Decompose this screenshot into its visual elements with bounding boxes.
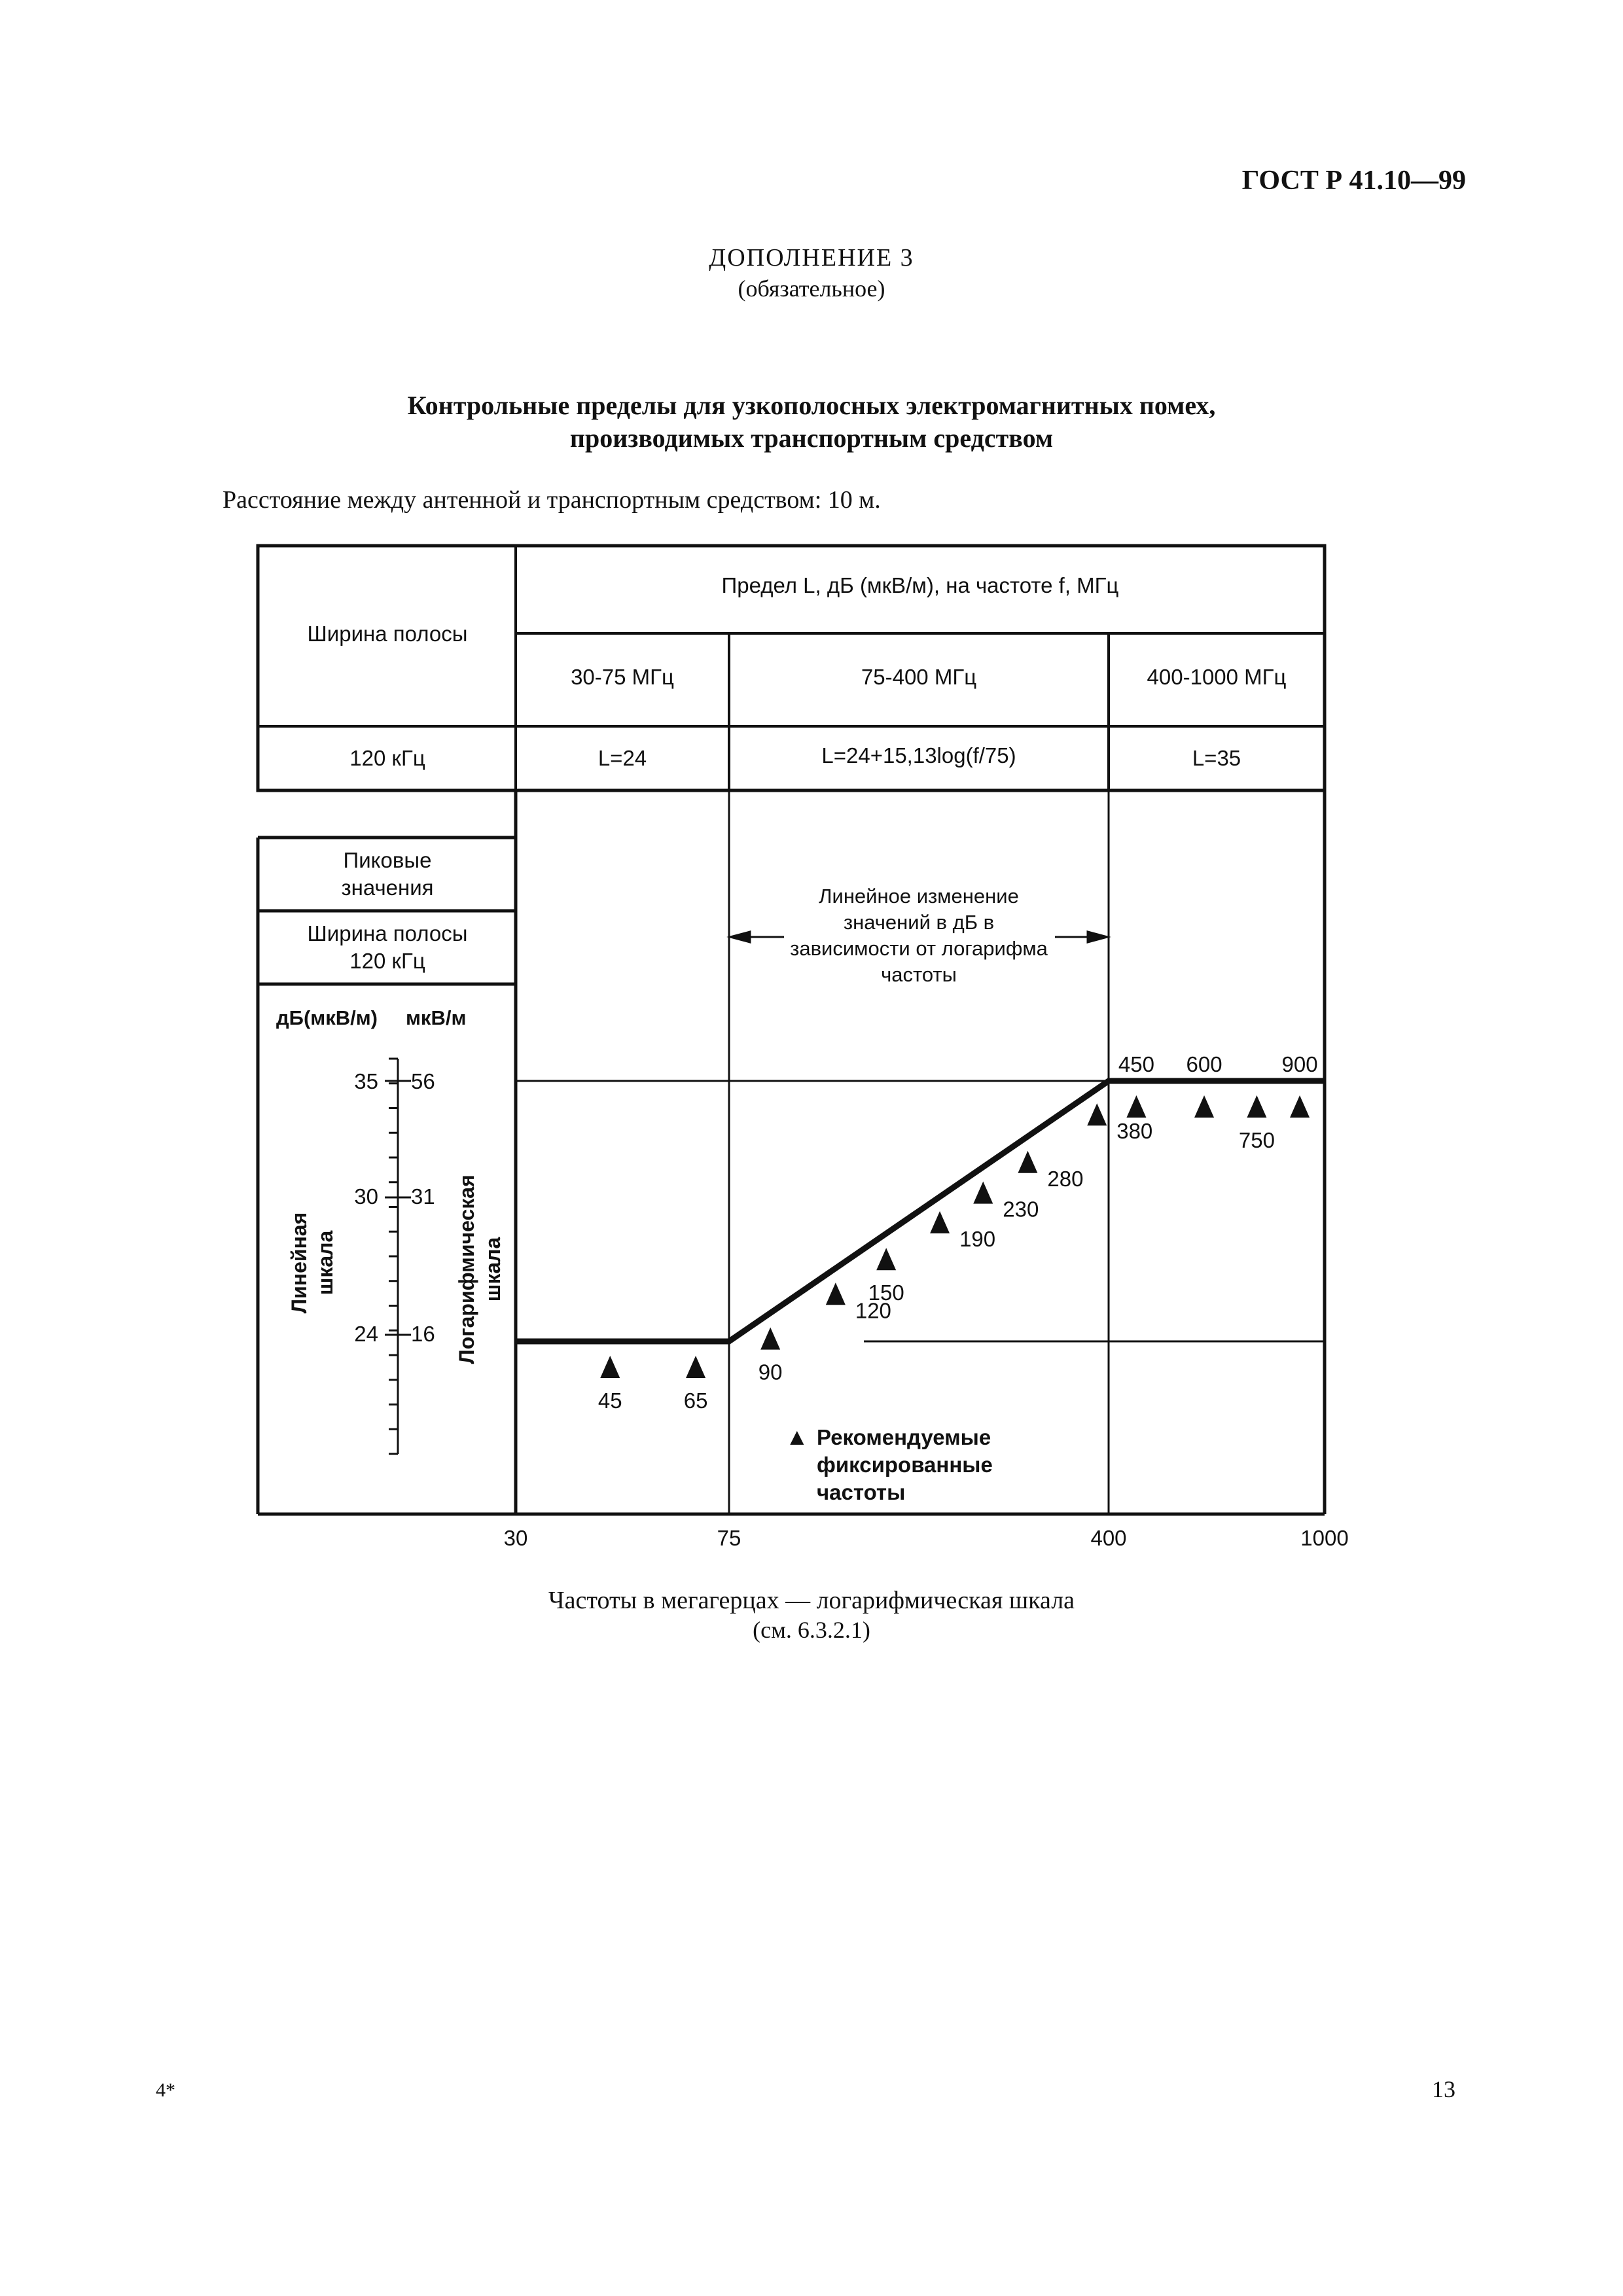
marker-label-190: 190 xyxy=(959,1226,996,1251)
marker-65 xyxy=(686,1356,705,1378)
limit-line xyxy=(516,1081,1325,1341)
x-tick-1000: 1000 xyxy=(1300,1526,1349,1550)
peak-values-line2: значения xyxy=(341,875,434,900)
limit-header: Предел L, дБ (мкВ/м), на частоте f, МГц xyxy=(721,573,1119,597)
marker-45 xyxy=(600,1356,620,1378)
formula-low: L=24 xyxy=(597,746,647,770)
unit-db: дБ(мкВ/м) xyxy=(276,1006,378,1029)
marker-label-450: 450 xyxy=(1118,1052,1154,1076)
formula-high: L=35 xyxy=(1192,746,1241,770)
marker-750 xyxy=(1247,1095,1266,1118)
legend xyxy=(785,1423,993,1504)
caption-line-2: (см. 6.3.2.1) xyxy=(753,1617,870,1643)
x-tick-30: 30 xyxy=(503,1526,528,1550)
appendix-note: (обязательное) xyxy=(738,275,885,302)
x-tick-75: 75 xyxy=(717,1526,741,1550)
heading-line-1: Контрольные пределы для узкополосных электромагнитных помех, xyxy=(407,391,1216,420)
marker-450 xyxy=(1126,1095,1146,1118)
marker-600 xyxy=(1194,1095,1214,1118)
appendix-title: ДОПОЛНЕНИЕ 3 xyxy=(709,244,914,272)
annotation-line1: Линейное изменение xyxy=(819,885,1019,908)
marker-label-230: 230 xyxy=(1003,1197,1039,1222)
page-number: 13 xyxy=(1432,2076,1455,2102)
range-75-400: 75-400 МГц xyxy=(861,665,977,689)
peak-values-line1: Пиковые xyxy=(343,848,432,872)
distance-text: Расстояние между антенной и транспортным средством: 10 м. xyxy=(223,486,881,514)
log-scale-line1: Логарифмическая xyxy=(455,1174,478,1364)
marker-280 xyxy=(1018,1151,1037,1173)
marker-900 xyxy=(1290,1095,1310,1118)
heading-line-2: производимых транспортным средством xyxy=(569,423,1054,453)
range-30-75: 30-75 МГц xyxy=(571,665,674,689)
marker-190 xyxy=(930,1211,950,1233)
legend-line1: Рекомендуемые xyxy=(817,1425,991,1449)
marker-label-45: 45 xyxy=(597,1388,622,1413)
document-code: ГОСТ Р 41.10—99 xyxy=(1241,166,1466,196)
marker-label-280: 280 xyxy=(1047,1166,1084,1191)
marker-label-120: 120 xyxy=(855,1298,891,1323)
annotation-line4: частоты xyxy=(881,963,957,986)
tick-db-35: 35 xyxy=(354,1069,378,1093)
marker-label-65: 65 xyxy=(683,1388,708,1413)
marker-label-150: 150 xyxy=(868,1280,904,1305)
marker-230 xyxy=(973,1182,993,1204)
marker-380 xyxy=(1087,1103,1107,1125)
caption-line-1: Частоты в мегагерцах — логарифмическая шкала xyxy=(548,1587,1075,1614)
marker-label-380: 380 xyxy=(1116,1119,1153,1144)
x-tick-400: 400 xyxy=(1090,1526,1127,1550)
marker-label-90: 90 xyxy=(758,1360,783,1385)
marker-120 xyxy=(826,1282,846,1305)
bandwidth-header: Ширина полосы xyxy=(307,622,468,646)
marker-150 xyxy=(876,1248,896,1270)
log-scale-line2: шкала xyxy=(481,1237,505,1302)
tick-uv-31: 31 xyxy=(411,1184,435,1209)
annotation-line3: зависимости от логарифма xyxy=(790,937,1048,960)
footer-sheet-mark: 4* xyxy=(156,2079,175,2101)
unit-uv: мкВ/м xyxy=(406,1006,467,1029)
bandwidth-value: 120 кГц xyxy=(349,746,425,770)
annotation-line2: значений в дБ в xyxy=(843,911,995,934)
scale-axis xyxy=(385,1059,411,1454)
marker-label-900: 900 xyxy=(1281,1052,1318,1076)
panel-bandwidth-line2: 120 кГц xyxy=(349,949,425,973)
linear-scale-line1: Линейная xyxy=(287,1212,311,1314)
range-400-1000: 400-1000 МГц xyxy=(1147,665,1287,689)
tick-uv-56: 56 xyxy=(411,1069,435,1093)
formula-mid: L=24+15,13log(f/75) xyxy=(821,743,1016,768)
marker-label-750: 750 xyxy=(1238,1128,1275,1152)
marker-label-600: 600 xyxy=(1186,1052,1222,1076)
tick-db-30: 30 xyxy=(354,1184,378,1209)
tick-db-24: 24 xyxy=(354,1322,378,1346)
legend-line2: фиксированные xyxy=(817,1453,993,1477)
legend-marker: ▲ xyxy=(785,1423,809,1450)
tick-uv-16: 16 xyxy=(411,1322,435,1346)
marker-90 xyxy=(760,1328,780,1350)
linear-scale-line2: шкала xyxy=(313,1230,337,1296)
legend-line3: частоты xyxy=(817,1480,906,1504)
recommended-frequency-markers xyxy=(598,1052,1318,1413)
panel-bandwidth-line1: Ширина полосы xyxy=(307,921,468,945)
